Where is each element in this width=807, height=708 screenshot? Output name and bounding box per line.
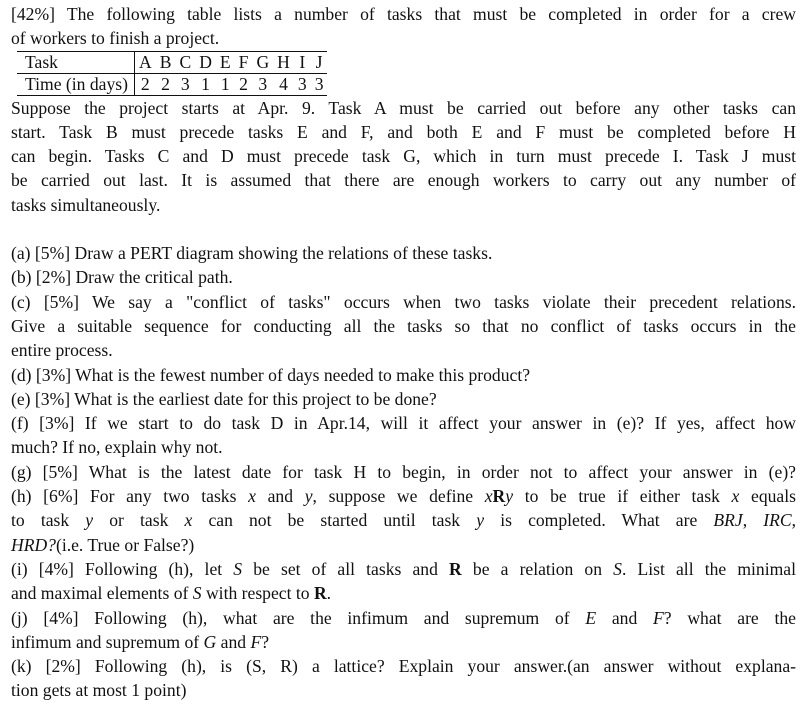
question-j-text: and [220, 631, 247, 652]
question-j-line-2: infimum and supremum of G and F? [11, 631, 270, 652]
question-h-text: to task [11, 510, 70, 531]
math-y: y [304, 486, 313, 507]
intro-line-2: of workers to finish a project. [11, 28, 220, 49]
question-h-text: , suppose we define [312, 486, 474, 507]
math-relation-R: R [313, 583, 327, 604]
task-cell: A [134, 51, 155, 73]
task-cell: G [252, 51, 273, 73]
question-i-text: and maximal elements of [11, 583, 189, 604]
math-x: x [484, 486, 493, 507]
task-cell: E [216, 51, 235, 73]
question-e: (e) [3%] What is the earliest date for this project to be done? [11, 388, 437, 409]
task-cell: J [311, 51, 328, 73]
question-i-text: with respect to [205, 583, 310, 604]
task-cell: C [175, 51, 195, 73]
question-h-text: can not be started until task [208, 510, 461, 531]
question-f-line-2: much? If no, explain why not. [11, 437, 223, 458]
question-h-text: is completed. What are [500, 510, 698, 531]
math-relation-R: R [492, 486, 506, 507]
task-row-label: Task [17, 51, 134, 73]
math-relation-R: R [449, 558, 462, 579]
question-b: (b) [2%] Draw the critical path. [11, 267, 233, 288]
math-S: S [613, 558, 622, 579]
math-G: G [203, 631, 217, 652]
time-cell: 3 [175, 73, 195, 95]
math-S-R: (S, R) [246, 656, 298, 677]
description-line: Suppose the project starts at Apr. 9. Task A must be carried out before any other tasks can [11, 97, 796, 118]
question-a: (a) [5%] Draw a PERT diagram showing the relations of these tasks. [11, 243, 493, 264]
task-cell: I [294, 51, 311, 73]
question-h-text: or task [109, 510, 169, 531]
math-x: x [248, 486, 256, 507]
intro-text: The following table lists a number of tasks that must be completed in order for a crew [66, 4, 796, 24]
time-cell: 3 [252, 73, 273, 95]
math-F: F [250, 631, 262, 652]
question-i-line-1 [11, 557, 796, 581]
time-row-label: Time (in days) [17, 73, 134, 95]
math-S: S [233, 558, 243, 579]
time-cell: 1 [195, 73, 216, 95]
math-y: y [85, 510, 94, 531]
math-S: S [192, 583, 202, 604]
question-c-line-2: Give a suitable sequence for conducting all the tasks so that no conflict of tasks occurs in the [11, 315, 796, 336]
description-line: be carried out last. It is assumed that there are enough workers to carry out any number of [11, 170, 796, 191]
question-j-text: and [611, 607, 638, 628]
question-k-line-2: tion gets at most 1 point) [11, 680, 187, 701]
math-x: x [731, 486, 740, 507]
question-k-text: a lattice? Explain your answer.(an answer without explana- [311, 656, 796, 677]
time-cell: 4 [273, 73, 294, 95]
question-k-text: (k) [2%] Following (h), is [11, 656, 233, 677]
question-h-text: and [267, 486, 294, 507]
question-g: (g) [5%] What is the latest date for task H to begin, in order not to affect your answer in (e)? [11, 461, 796, 482]
question-h-text: (i.e. True or False?) [55, 534, 195, 555]
question-h-line-3 [11, 533, 796, 557]
description-line: can begin. Tasks C and D must precede task G, which in turn must precede I. Task J must [11, 146, 796, 167]
math-IRC: IRC [763, 510, 792, 531]
time-cell: 3 [294, 73, 311, 95]
spacer [11, 217, 796, 241]
task-cell: D [195, 51, 216, 73]
question-c-line-3: entire process. [11, 340, 113, 361]
description-line: tasks simultaneously. [11, 194, 161, 215]
question-d: (d) [3%] What is the fewest number of days needed to make this product? [11, 364, 531, 385]
intro-line-1 [11, 2, 796, 26]
description-line: start. Task B must precede tasks E and F, and both E and F must be completed before H [11, 121, 796, 142]
question-h-text: equals [751, 486, 796, 507]
time-row [17, 73, 327, 95]
question-i-text: . List all the minimal [621, 558, 796, 579]
question-j-line-1 [11, 606, 796, 630]
question-i-line-2: and maximal elements of S with respect to R. [11, 583, 332, 604]
task-cell: F [235, 51, 253, 73]
question-h-text: (h) [6%] For any two tasks [11, 486, 237, 507]
task-row [17, 51, 327, 73]
task-cell: H [273, 51, 294, 73]
math-y: y [505, 486, 514, 507]
math-y: y [476, 510, 485, 531]
question-h-line-2: to task y or task x can not be started until task y is completed. What are BRJ, IRC, [11, 510, 796, 531]
question-h-line-1 [11, 484, 796, 508]
question-i-text: be a relation on [472, 558, 603, 579]
time-cell: 1 [216, 73, 235, 95]
task-cell: B [156, 51, 176, 73]
question-i-text: be set of all tasks and [253, 558, 438, 579]
intro-weight: [42%] [11, 4, 55, 24]
math-xRy [485, 486, 513, 506]
math-BRJ: BRJ [713, 510, 743, 531]
math-E: E [585, 607, 597, 628]
math-x: x [184, 510, 193, 531]
task-table [17, 51, 327, 96]
time-cell: 2 [235, 73, 253, 95]
question-k-line-1 [11, 654, 796, 678]
math-F: F [653, 607, 664, 628]
question-c-line-1: (c) [5%] We say a "conflict of tasks" occurs when two tasks violate their precedent relations. [11, 291, 796, 312]
question-h-text: to be true if either task [524, 486, 720, 507]
time-cell: 2 [134, 73, 155, 95]
time-cell: 3 [311, 73, 328, 95]
question-i-text: (i) [4%] Following (h), let [11, 558, 223, 579]
question-j-text: infimum and supremum of [11, 631, 200, 652]
question-f-line-1: (f) [3%] If we start to do task D in Apr.14, will it affect your answer in (e)? If yes, affect how [11, 413, 796, 434]
question-j-text: (j) [4%] Following (h), what are the infimum and supremum of [11, 607, 570, 628]
question-j-text: ? what are the [663, 607, 796, 628]
time-cell: 2 [156, 73, 176, 95]
math-HRD: HRD? [11, 534, 56, 555]
